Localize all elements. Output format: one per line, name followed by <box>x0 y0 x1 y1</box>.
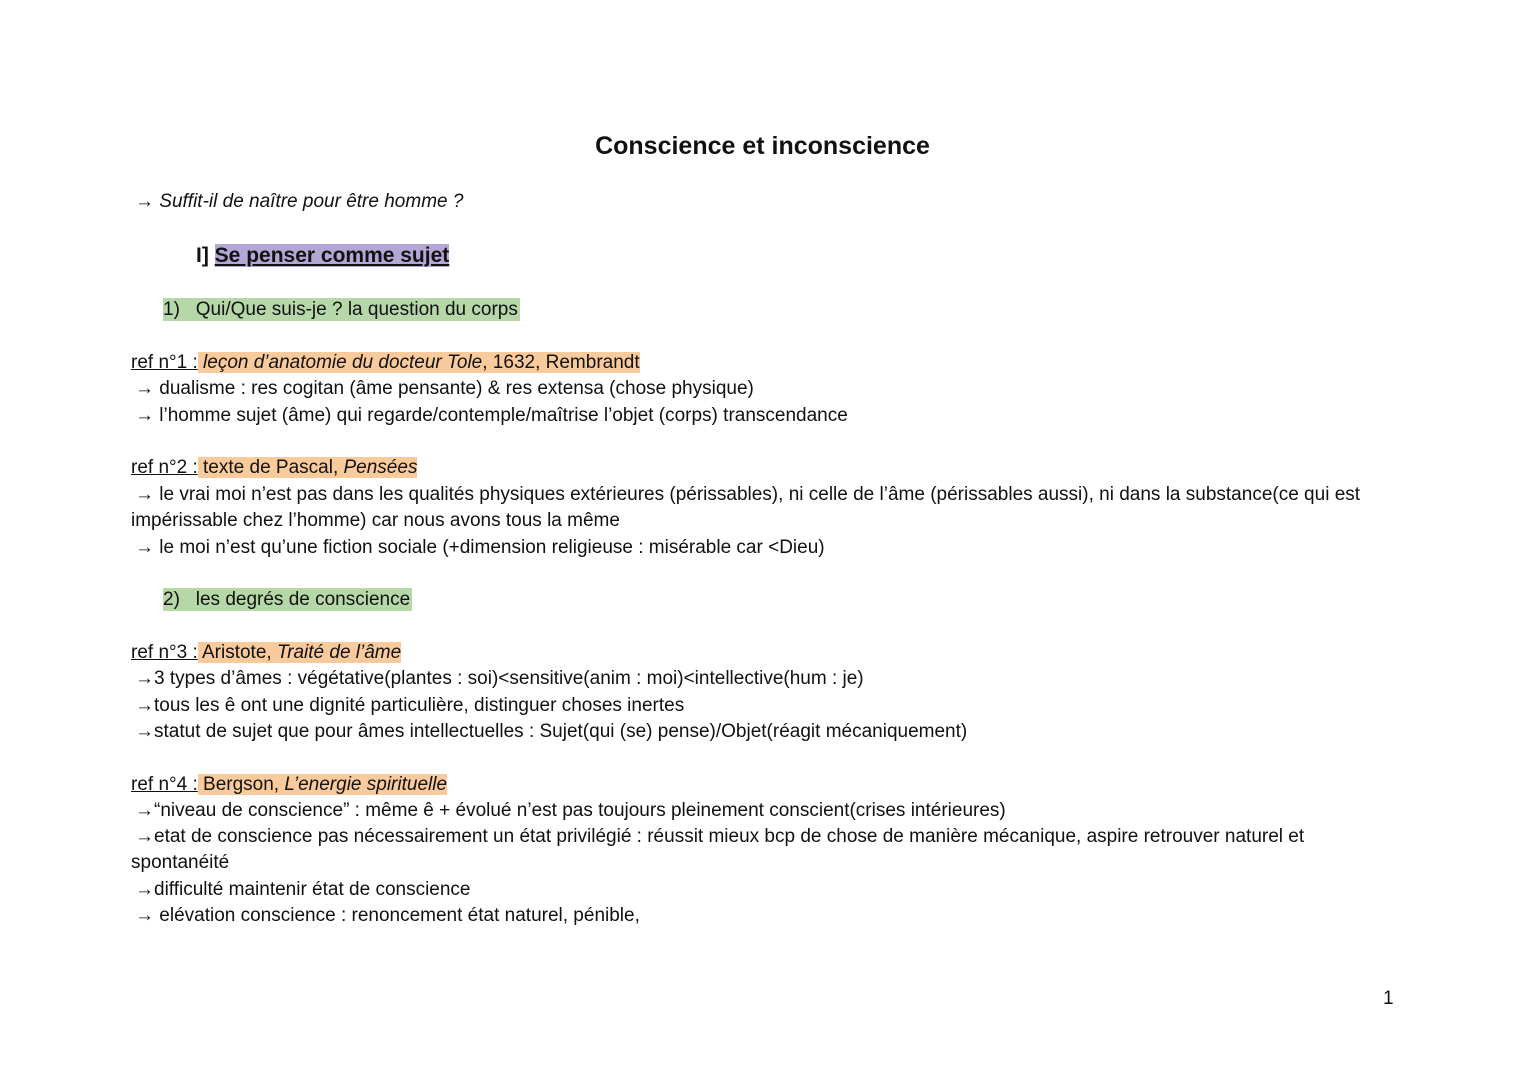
subsection-number: 2) <box>163 589 180 610</box>
ref-point: → elévation conscience : renoncement état naturel, pénible, <box>135 905 640 926</box>
subsection-highlight <box>163 588 412 611</box>
section-title: Se penser comme sujet <box>214 244 450 267</box>
ref-source <box>198 774 447 795</box>
ref-source <box>198 642 401 663</box>
ref-point: →etat de conscience pas nécessairement un état privilégié : réussit mieux bcp de chose de manière mécanique, aspire retrouver naturel et spontanéité <box>131 826 1305 873</box>
ref-point: →difficulté maintenir état de conscience <box>135 879 471 900</box>
ref-heading <box>131 455 417 481</box>
ref-point: →tous les ê ont une dignité particulière, distinguer choses inertes <box>135 695 685 716</box>
ref-source-prefix: Aristote, <box>197 642 277 663</box>
ref-heading <box>131 640 401 666</box>
ref-work-title: Traité de l’âme <box>276 642 402 663</box>
ref-point: → le moi n’est qu’une fiction sociale (+dimension religieuse : misérable car <Dieu) <box>135 537 825 558</box>
ref-work-title: Pensées <box>343 457 418 478</box>
ref-point: → l’homme sujet (âme) qui regarde/contemple/maîtrise l’objet (corps) transcendance <box>135 405 848 426</box>
subsection-highlight <box>163 298 520 321</box>
ref-point: →statut de sujet que pour âmes intellectuelles : Sujet(qui (se) pense)/Objet(réagit mécaniquement) <box>135 721 968 742</box>
ref-point: → dualisme : res cogitan (âme pensante) & res extensa (chose physique) <box>135 378 754 399</box>
ref-point: →“niveau de conscience” : même ê + évolué n’est pas toujours pleinement conscient(crises intérieures) <box>135 800 1006 821</box>
ref-source <box>198 352 640 373</box>
subsection-title: Qui/Que suis-je ? la question du corps <box>195 299 518 320</box>
section-heading <box>196 241 449 271</box>
ref-source <box>198 457 418 478</box>
ref-heading <box>131 350 640 376</box>
ref-label: ref n°2 : <box>131 457 198 478</box>
ref-point: →3 types d’âmes : végétative(plantes : soi)<sensitive(anim : moi)<intellective(hum : je) <box>135 668 864 689</box>
ref-source-details: , 1632, Rembrandt <box>482 352 640 373</box>
ref-point: → le vrai moi n’est pas dans les qualités physiques extérieures (périssables), ni celle de l’âme (périssables aussi), ni dans la substance(ce qui est impérissable chez l’homme) car nous avons tous la même <box>131 484 1361 531</box>
document-title: Conscience et inconscience <box>595 132 930 160</box>
ref-source-prefix: Bergson, <box>197 774 285 795</box>
subsection-number: 1) <box>163 299 180 320</box>
ref-heading <box>131 772 447 798</box>
section-numeral: I] <box>196 244 209 267</box>
page-number: 1 <box>1383 988 1394 1009</box>
ref-source-prefix: texte de Pascal, <box>197 457 344 478</box>
ref-label: ref n°3 : <box>131 642 198 663</box>
ref-label: ref n°4 : <box>131 774 198 795</box>
subsection-heading <box>163 297 520 323</box>
subsection-heading <box>163 587 412 613</box>
ref-work-title: L’energie spirituelle <box>284 774 448 795</box>
subsection-title: les degrés de conscience <box>195 589 411 610</box>
ref-label: ref n°1 : <box>131 352 198 373</box>
guiding-question: → Suffit-il de naître pour être homme ? <box>135 191 464 212</box>
ref-work-title: leçon d’anatomie du docteur Tole <box>203 352 483 373</box>
